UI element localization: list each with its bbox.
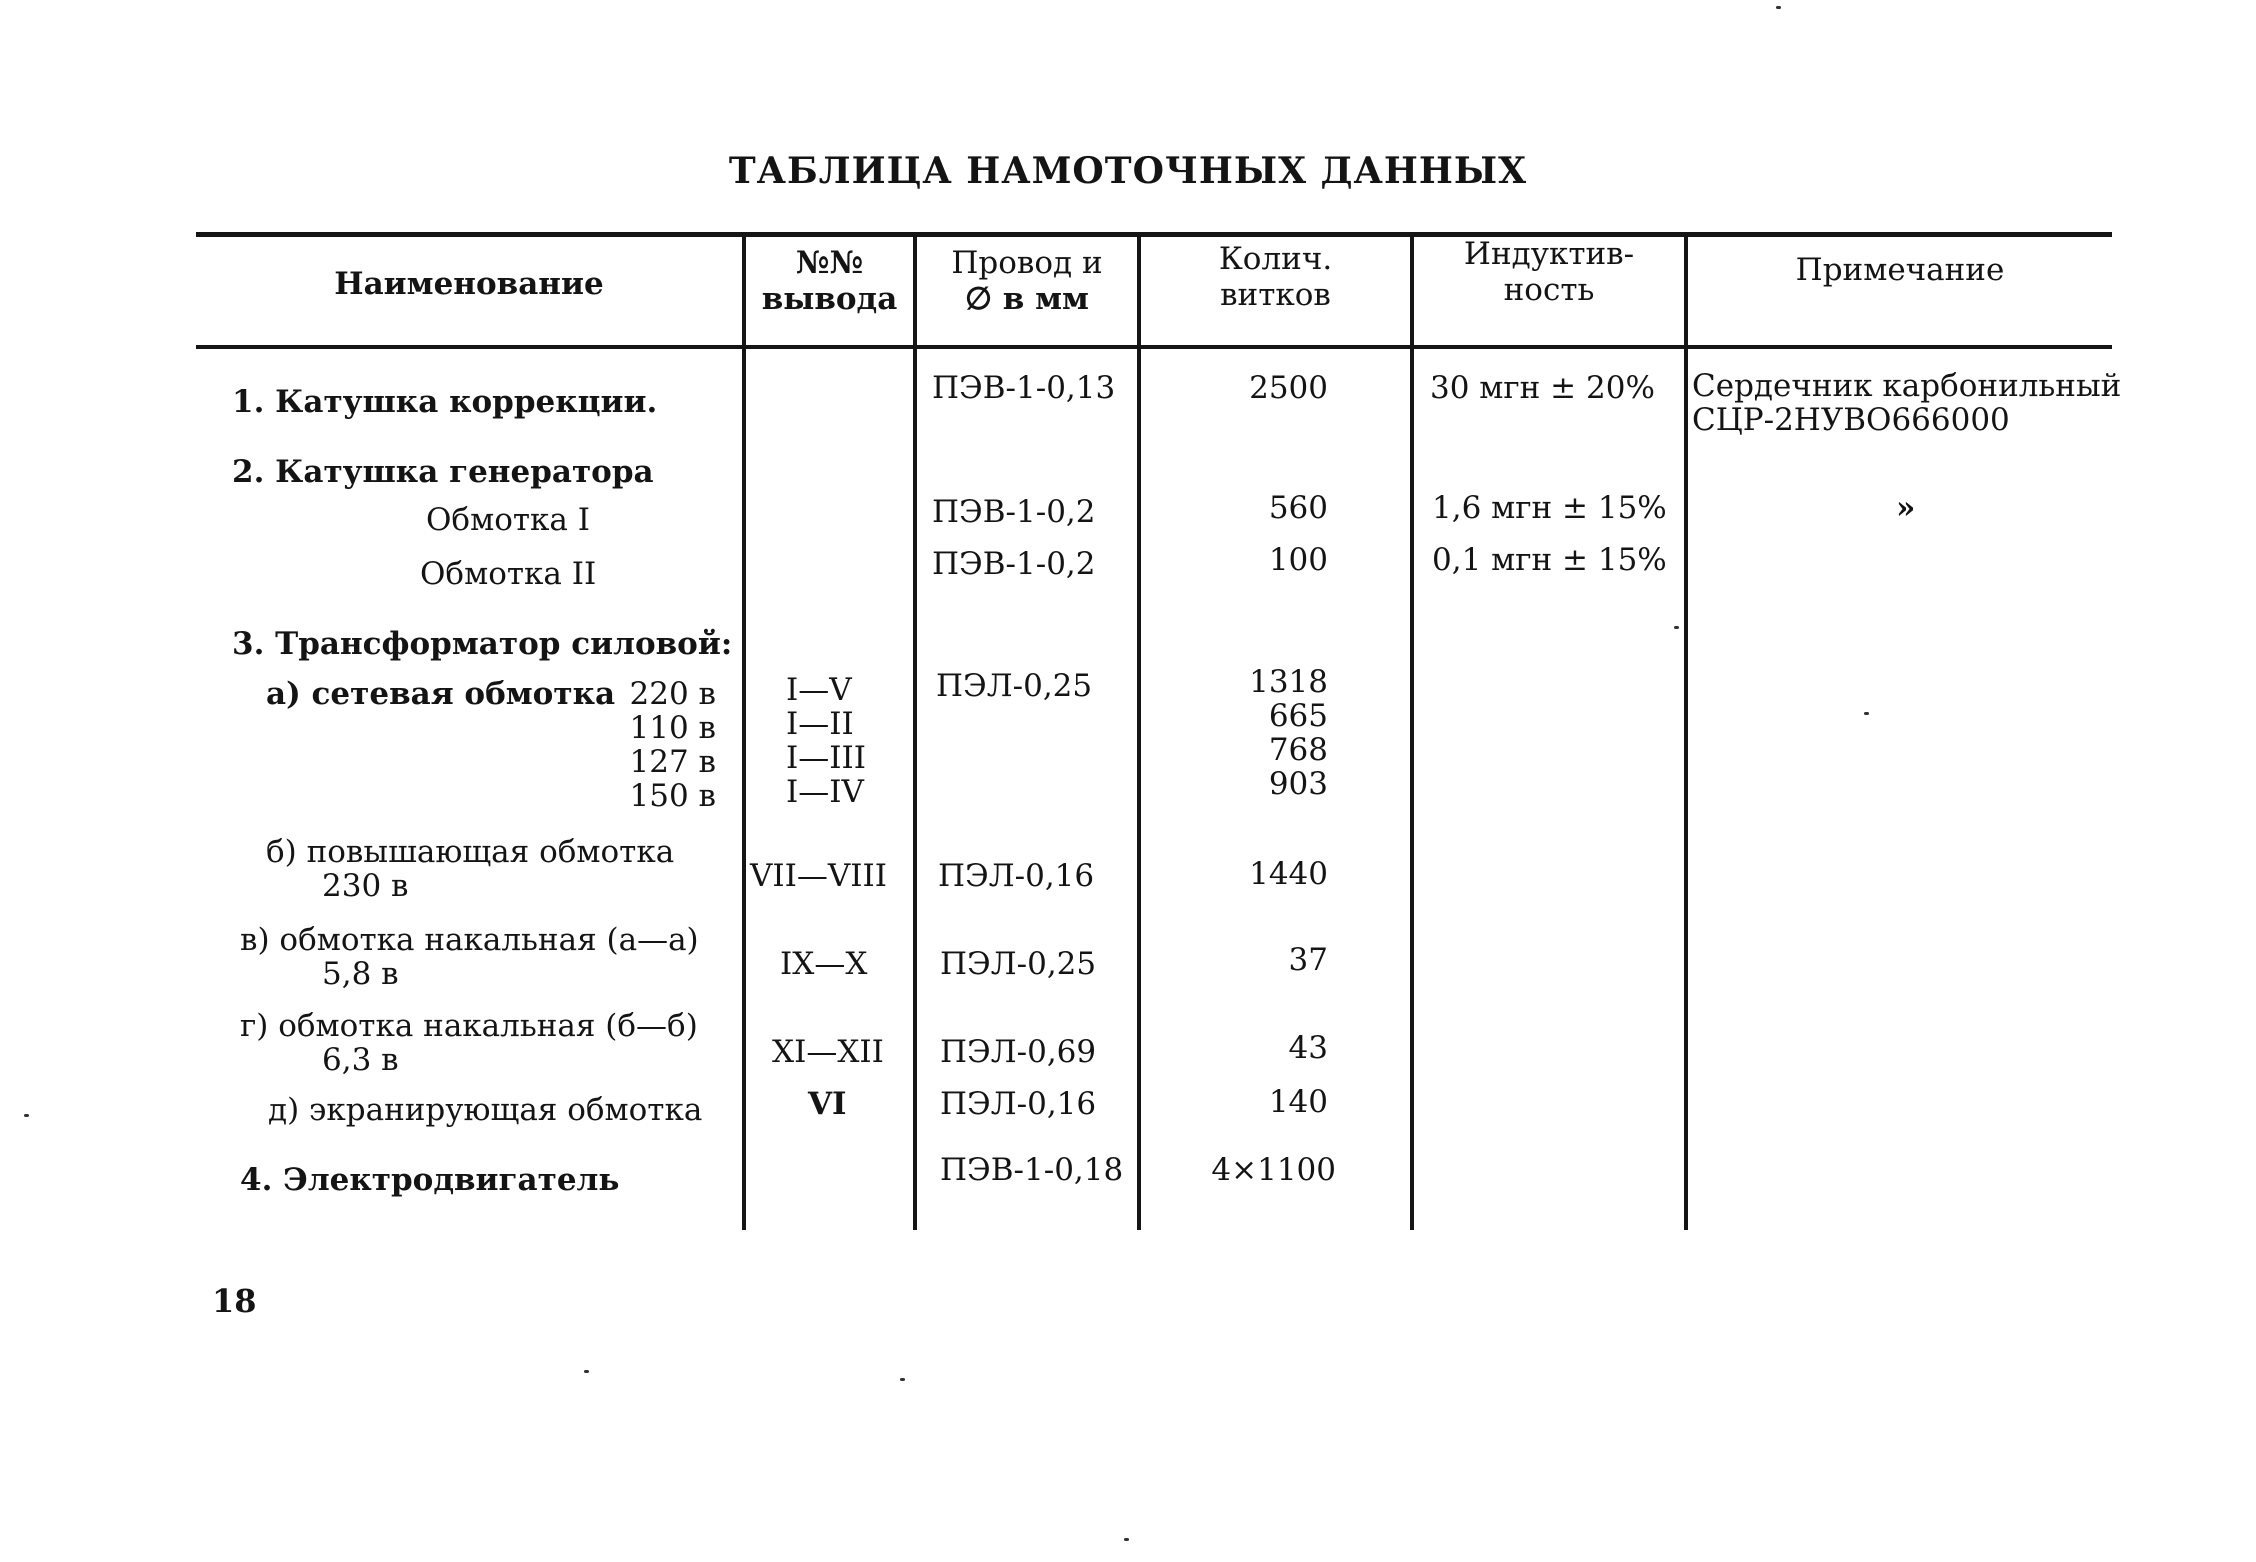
row-3d-turns: 43 (1288, 1030, 1328, 1066)
page-number: 18 (212, 1282, 257, 1320)
row-3c-turns: 37 (1288, 942, 1328, 978)
row-2b-wire: ПЭВ-1-0,2 (932, 546, 1096, 582)
row-4-name: 4. Электродвигатель (240, 1162, 620, 1198)
scan-speck (24, 1114, 29, 1117)
row-3b-wire: ПЭЛ-0,16 (938, 858, 1095, 894)
row-1-note-line-1: Сердечник карбонильный (1692, 368, 2122, 404)
row-3b-turns: 1440 (1249, 856, 1328, 892)
scan-speck (1864, 712, 1869, 715)
column-divider (1684, 232, 1688, 1230)
header-turns-line-1: Колич. (1218, 241, 1333, 277)
row-3a-terminal-220: I—V (786, 672, 852, 708)
header-terminal (746, 245, 913, 317)
row-2a-wire: ПЭВ-1-0,2 (932, 494, 1096, 530)
row-3c-wire: ПЭЛ-0,25 (940, 946, 1097, 982)
column-divider (913, 232, 917, 1230)
row-2a-name: Обмотка I (426, 502, 590, 538)
row-3a-voltage-127: 127 в (629, 744, 716, 780)
column-divider (1410, 232, 1414, 1230)
header-terminal-line-1: №№ (795, 245, 864, 281)
row-4-turns: 4×1100 (1211, 1152, 1336, 1188)
scan-speck (1124, 1538, 1129, 1541)
row-2a-turns: 560 (1268, 490, 1328, 526)
row-3d-name-line-1: г) обмотка накальная (б—б) (240, 1008, 698, 1044)
header-terminal-line-2: вывода (761, 281, 898, 317)
row-3a-voltage-110: 110 в (629, 710, 716, 746)
row-2b-turns: 100 (1268, 542, 1328, 578)
header-name: Наименование (334, 266, 604, 302)
row-3-name: 3. Трансформатор силовой: (232, 626, 733, 662)
row-3a-name: а) сетевая обмотка (266, 676, 616, 712)
row-3a-voltage-150: 150 в (629, 778, 716, 814)
row-3a-wire: ПЭЛ-0,25 (936, 668, 1093, 704)
row-3d-name-line-2: 6,3 в (322, 1042, 399, 1078)
column-divider (742, 232, 746, 1230)
page-title: ТАБЛИЦА НАМОТОЧНЫХ ДАННЫХ (728, 150, 1528, 192)
row-3e-wire: ПЭЛ-0,16 (940, 1086, 1097, 1122)
row-3a-turns-150: 903 (1268, 766, 1328, 802)
table-top-rule (196, 232, 2112, 237)
row-3a-turns-127: 768 (1268, 732, 1328, 768)
header-turns-line-2: витков (1220, 277, 1331, 313)
row-2a-note: » (1896, 490, 1916, 526)
header-inductance-line-2: ность (1503, 272, 1595, 308)
row-3e-name: д) экранирующая обмотка (268, 1092, 703, 1128)
column-divider (1137, 232, 1141, 1230)
header-wire (917, 245, 1137, 317)
row-2-name: 2. Катушка генератора (232, 454, 654, 490)
row-1-turns: 2500 (1249, 370, 1328, 406)
row-3c-name-line-2: 5,8 в (322, 956, 399, 992)
row-1-inductance: 30 мгн ± 20% (1430, 370, 1655, 406)
header-bottom-rule (196, 345, 2112, 349)
row-2b-name: Обмотка II (420, 556, 597, 592)
row-3b-name-line-2: 230 в (322, 868, 409, 904)
row-1-name: 1. Катушка коррекции. (232, 384, 658, 420)
row-3c-terminal: IX—X (780, 946, 868, 982)
header-wire-line-2: ∅ в мм (965, 281, 1089, 317)
row-3a-turns-220: 1318 (1249, 664, 1328, 700)
row-2a-inductance: 1,6 мгн ± 15% (1432, 490, 1667, 526)
scan-speck (900, 1378, 905, 1381)
row-2b-inductance: 0,1 мгн ± 15% (1432, 542, 1667, 578)
row-3c-name-line-1: в) обмотка накальная (а—а) (240, 922, 699, 958)
row-3d-wire: ПЭЛ-0,69 (940, 1034, 1097, 1070)
row-4-wire: ПЭВ-1-0,18 (940, 1152, 1124, 1188)
row-3a-turns-110: 665 (1268, 698, 1328, 734)
scan-speck (1674, 626, 1679, 629)
row-3b-terminal: VII—VIII (750, 858, 888, 894)
row-3a-terminal-127: I—III (786, 740, 866, 776)
header-note: Примечание (1795, 252, 2005, 288)
row-3a-terminal-110: I—II (786, 706, 854, 742)
row-3a-terminal-150: I—IV (786, 774, 864, 810)
header-inductance-line-1: Индуктив- (1463, 236, 1635, 272)
row-1-wire: ПЭВ-1-0,13 (932, 370, 1116, 406)
row-3d-terminal: XI—XII (772, 1034, 884, 1070)
row-3e-terminal: VI (808, 1086, 847, 1122)
header-inductance (1414, 236, 1684, 308)
row-3a-voltage-220: 220 в (629, 676, 716, 712)
scan-speck (584, 1370, 589, 1373)
row-3e-turns: 140 (1268, 1084, 1328, 1120)
header-wire-line-1: Провод и (951, 245, 1103, 281)
row-1-note-line-2: СЦР-2НУВО666000 (1692, 402, 2010, 438)
scan-speck (1776, 6, 1781, 9)
row-3b-name-line-1: б) повышающая обмотка (266, 834, 675, 870)
header-turns (1141, 241, 1410, 313)
